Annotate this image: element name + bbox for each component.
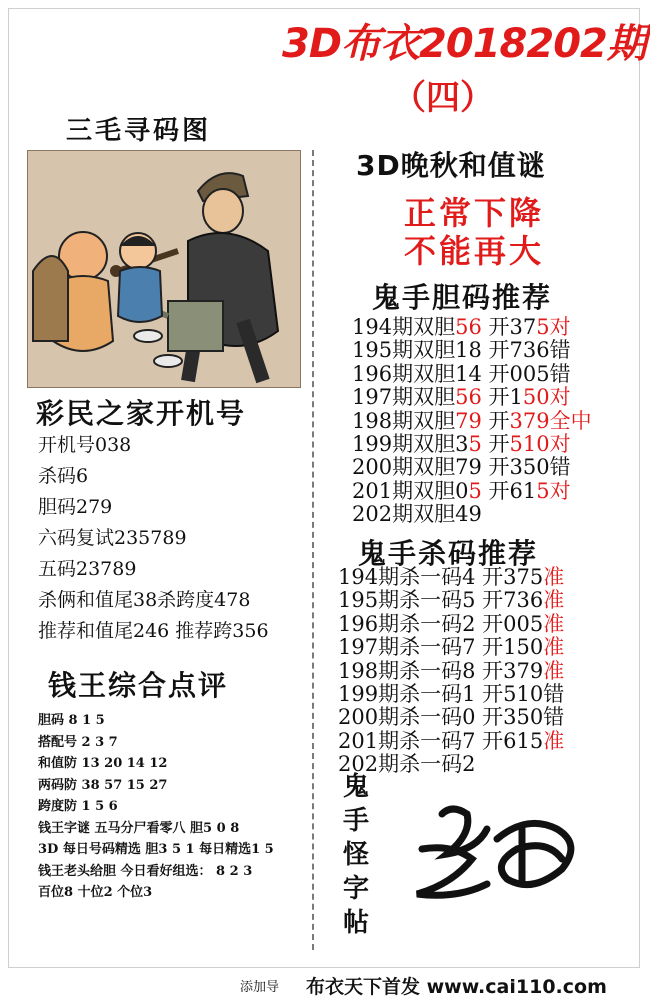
footer-site[interactable]: 布衣天下首发 www.cai110.com [306,976,607,998]
dan-row: 201期双胆05 开615对 [352,478,571,503]
sha-row: 194期杀一码4 开375准 [338,565,565,589]
qianwang-line: 搭配号 2 3 7 [38,734,118,750]
dan-row: 200期双胆79 开350错 [352,455,571,480]
guishou-vertical-label: 鬼 手 怪 字 帖 [342,772,369,938]
sha-row: 198期杀一码8 开379准 [338,658,565,683]
kaiji-line: 六码复试235789 [38,527,187,549]
kaiji-line: 杀俩和值尾38杀跨度478 [38,589,251,611]
sha-row: 200期杀一码0 开350错 [338,705,565,730]
qianwang-list [38,710,274,904]
footer-note: 添加导 [240,980,280,995]
footer [0,970,650,1000]
qianwang-line: 跨度防 1 5 6 [38,799,118,814]
sha-heading: 鬼手杀码推荐 [358,537,539,570]
riddle-heading: 3D晚秋和值谜 [356,149,546,182]
sha-row: 202期杀一码2 [338,752,476,777]
dan-row: 196期双胆14 开005错 [352,361,571,386]
kaiji-line: 五码23789 [38,558,137,580]
qianwang-line: 3D 每日号码精选 胆3 5 1 每日精选1 5 [38,842,274,857]
dan-row: 194期双胆56 开375对 [352,315,571,339]
dan-heading: 鬼手胆码推荐 [372,281,553,314]
kaiji-list [38,430,269,647]
riddle-line: 不能再大 [404,232,545,270]
sha-row: 199期杀一码1 开510错 [338,681,565,706]
sha-row: 201期杀一码7 开615准 [338,728,565,753]
kaiji-line: 开机号038 [38,434,132,456]
kaiji-line: 杀码6 [38,465,89,487]
qianwang-line: 和值防 13 20 14 12 [38,756,168,771]
page-subtitle: （四） [392,78,494,118]
dan-row: 195期双胆18 开736错 [352,338,571,363]
cartoon-illustration [27,150,301,388]
kaiji-heading: 彩民之家开机号 [36,397,247,430]
dan-list [352,316,592,527]
kaiji-line: 推荐和值尾246 推荐跨356 [38,620,269,642]
cartoon-heading: 三毛寻码图 [66,116,212,146]
qianwang-line: 钱王老头给胆 今日看好组选： 8 2 3 [38,863,253,879]
dan-row: 199期双胆35 开510对 [352,431,571,456]
riddle-line: 正常下降 [404,194,545,232]
sha-row: 195期杀一码5 开736准 [338,588,565,613]
qianwang-heading: 钱王综合点评 [48,669,229,702]
page-title: 3D布衣2018202期 [282,21,646,67]
qianwang-line: 钱王字谜 五马分尸看零八 胆5 0 8 [38,820,240,836]
dan-row: 202期双胆49 [352,502,482,527]
sha-row: 196期杀一码2 开005准 [338,611,565,636]
dan-row: 197期双胆56 开150对 [352,385,571,410]
sha-row: 197期杀一码7 开150准 [338,635,565,660]
qianwang-line: 两码防 38 57 15 27 [38,777,168,793]
qianwang-line: 百位8 十位2 个位3 [38,885,153,900]
dan-row: 198期双胆79 开379全中 [352,408,592,433]
kaiji-line: 胆码279 [38,496,113,518]
qianwang-line: 胆码 8 1 5 [38,713,105,728]
sha-list [338,566,564,777]
handwritten-glyph [402,794,602,918]
column-divider [312,150,314,950]
